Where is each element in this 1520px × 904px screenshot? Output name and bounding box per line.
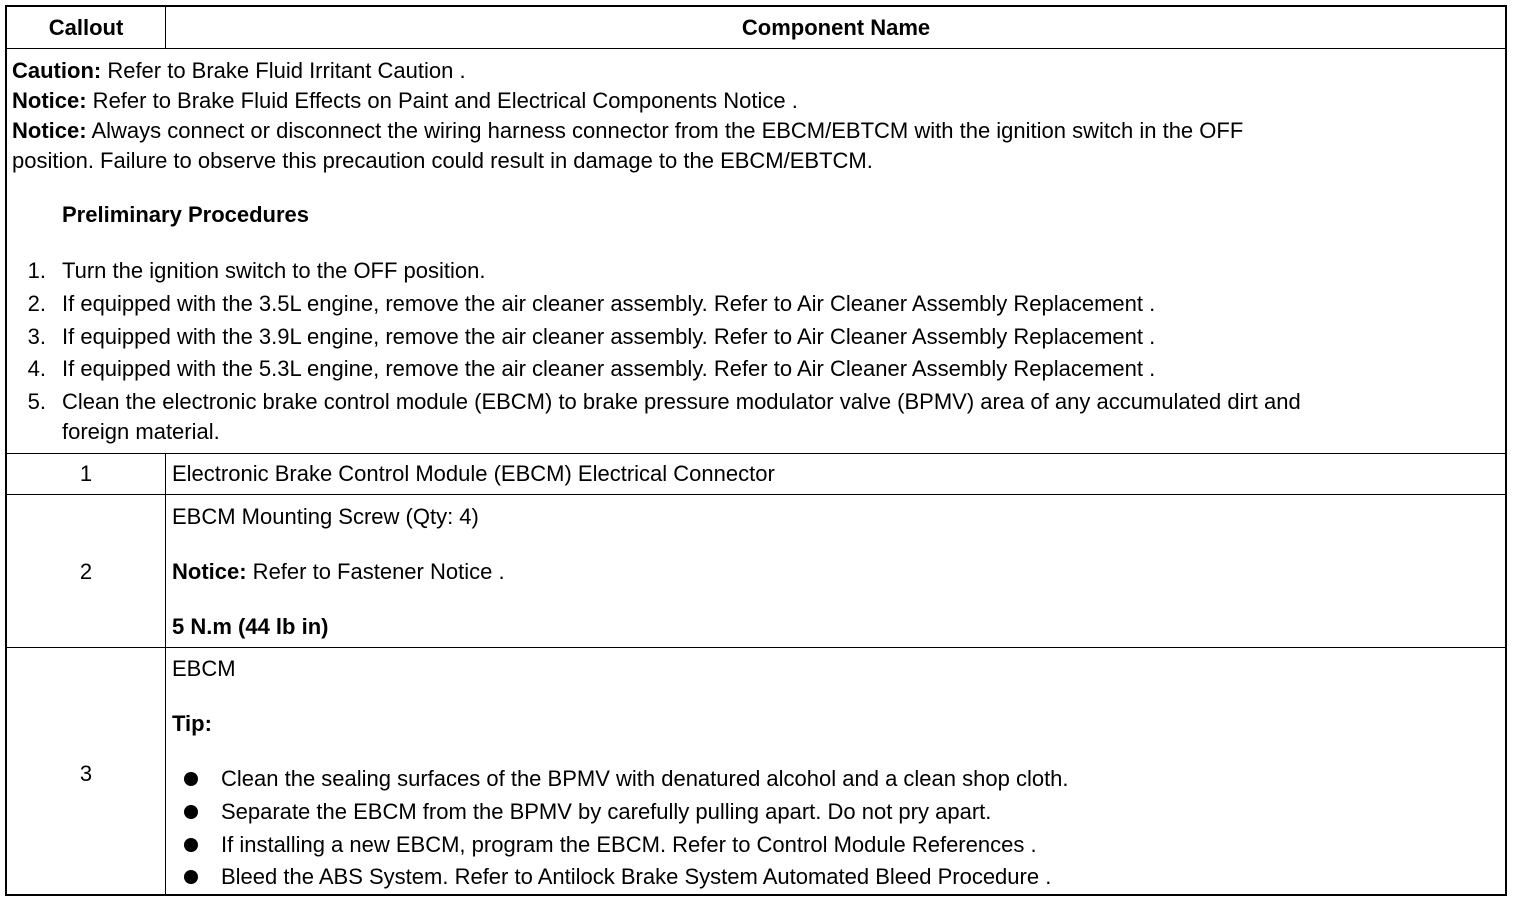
row1-divider bbox=[7, 494, 1505, 495]
bullet-icon bbox=[184, 772, 198, 786]
step-text-continued: foreign material. bbox=[62, 419, 220, 444]
bullet-icon bbox=[184, 805, 198, 819]
row-2-component-name: EBCM Mounting Screw (Qty: 4) bbox=[172, 504, 479, 529]
notice-text: Refer to Fastener Notice . bbox=[246, 559, 505, 584]
notice-line-2-cont: position. Failure to observe this precaution could result in damage to the EBCM/EBTCM. bbox=[12, 148, 873, 173]
row-1-component-name: Electronic Brake Control Module (EBCM) Electrical Connector bbox=[172, 461, 775, 486]
bullet-icon bbox=[184, 870, 198, 884]
row-3-tip-label: Tip: bbox=[172, 711, 212, 736]
tip-bullet-item: Separate the EBCM from the BPMV by carefully pulling apart. Do not pry apart. bbox=[221, 799, 992, 824]
bullet-icon bbox=[184, 838, 198, 852]
step-number: 3. bbox=[27, 324, 46, 349]
row-3-component-name: EBCM bbox=[172, 656, 236, 681]
step-text: If equipped with the 5.3L engine, remove the air cleaner assembly. Refer to Air Cleaner Assembly Replacement . bbox=[62, 356, 1156, 381]
notice-text: Refer to Brake Fluid Effects on Paint and Electrical Components Notice . bbox=[86, 88, 798, 113]
notice-line-2 bbox=[12, 119, 1243, 143]
tip-bullet-item: Clean the sealing surfaces of the BPMV with denatured alcohol and a clean shop cloth. bbox=[221, 766, 1069, 791]
notes-divider bbox=[7, 453, 1505, 454]
row-2-callout: 2 bbox=[79, 559, 93, 584]
tip-bullet-item: Bleed the ABS System. Refer to Antilock Brake System Automated Bleed Procedure . bbox=[221, 864, 1052, 889]
notice-label: Notice: bbox=[12, 118, 87, 143]
step-text: If equipped with the 3.9L engine, remove the air cleaner assembly. Refer to Air Cleaner Assembly Replacement . bbox=[62, 324, 1156, 349]
row-2-notice bbox=[172, 560, 505, 584]
step-text: Clean the electronic brake control module (EBCM) to brake pressure modulator valve (BPMV) area of any accumulated dirt and bbox=[62, 389, 1301, 414]
step-number: 2. bbox=[27, 291, 46, 316]
caution-text: Refer to Brake Fluid Irritant Caution . bbox=[101, 58, 466, 83]
header-component-name: Component Name bbox=[741, 15, 931, 40]
caution-line bbox=[12, 59, 466, 83]
header-callout: Callout bbox=[48, 15, 124, 40]
step-text: Turn the ignition switch to the OFF position. bbox=[62, 258, 486, 283]
tip-bullet-item: If installing a new EBCM, program the EBCM. Refer to Control Module References . bbox=[221, 832, 1037, 857]
header-divider bbox=[7, 48, 1505, 49]
step-number: 5. bbox=[27, 389, 46, 414]
row-2-torque: 5 N.m (44 lb in) bbox=[172, 614, 329, 639]
column-divider-body bbox=[165, 453, 166, 894]
row-1-callout: 1 bbox=[79, 461, 93, 486]
caution-label: Caution: bbox=[12, 58, 102, 83]
row-3-callout: 3 bbox=[79, 761, 93, 786]
notice-label: Notice: bbox=[12, 88, 87, 113]
notice-text: Always connect or disconnect the wiring harness connector from the EBCM/EBTCM with the ignition switch in the OFF bbox=[86, 118, 1244, 143]
notice-line-1 bbox=[12, 89, 798, 113]
preliminary-title: Preliminary Procedures bbox=[62, 202, 310, 227]
step-text: If equipped with the 3.5L engine, remove the air cleaner assembly. Refer to Air Cleaner Assembly Replacement . bbox=[62, 291, 1156, 316]
step-number: 1. bbox=[27, 258, 46, 283]
row2-divider bbox=[7, 647, 1505, 648]
notice-label: Notice: bbox=[172, 559, 247, 584]
step-number: 4. bbox=[27, 356, 46, 381]
